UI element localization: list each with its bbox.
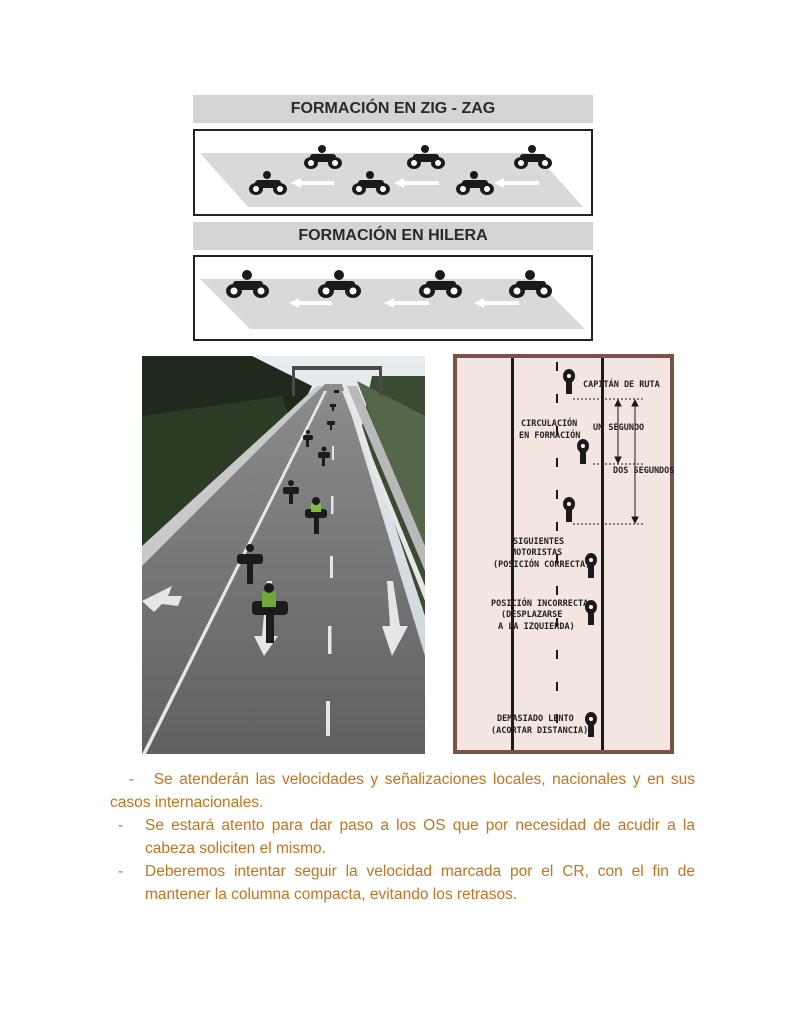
label-circulation-1: CIRCULACIÓN	[521, 419, 578, 429]
label-next-2: MOTORISTAS	[511, 548, 563, 558]
label-slow-1: DEMASIADO LENTO	[497, 714, 574, 724]
label-next-3: (POSICIÓN CORRECTA)	[493, 560, 591, 570]
label-one-second: UN SEGUNDO	[593, 423, 645, 433]
bullet-dash: -	[118, 817, 124, 834]
zigzag-diagram	[193, 129, 593, 216]
hilera-diagram	[193, 255, 593, 341]
bullet-dash: -	[118, 863, 124, 880]
list-item	[110, 768, 695, 814]
label-slow-2: (ACORTAR DISTANCIA)	[491, 726, 589, 736]
road-position-diagram	[453, 354, 674, 754]
zigzag-title: FORMACIÓN EN ZIG - ZAG	[193, 95, 593, 123]
label-captain: CAPITÁN DE RUTA	[583, 380, 660, 390]
bullet-text: Deberemos intentar seguir la velocidad marcada por el CR, con el fin de mantener la columna compacta, evitando los retrasos.	[145, 863, 695, 903]
bullet-text: Se atenderán las velocidades y señalizaciones locales, nacionales y en sus casos internacionales.	[110, 771, 695, 811]
hilera-title: FORMACIÓN EN HILERA	[193, 222, 593, 250]
list-item	[110, 860, 695, 906]
highway-photo	[142, 356, 425, 754]
list-item	[110, 814, 695, 860]
label-next-1: SIGUIENTES	[513, 537, 565, 547]
label-wrong-3: A LA IZQUIERDA)	[498, 622, 575, 632]
bullet-dash: -	[128, 771, 134, 788]
label-wrong-2: (DESPLAZARSE	[501, 610, 563, 620]
bullet-text: Se estará atento para dar paso a los OS que por necesidad de acudir a la cabeza soliciten el mismo.	[145, 817, 695, 857]
label-two-seconds: DOS SEGUNDOS	[613, 466, 674, 476]
zigzag-road	[195, 131, 591, 214]
notes-list	[110, 768, 695, 906]
label-circulation-2: EN FORMACIÓN	[519, 431, 581, 441]
hilera-road	[195, 257, 591, 339]
label-wrong-1: POSICIÓN INCORRECTA	[491, 599, 589, 609]
